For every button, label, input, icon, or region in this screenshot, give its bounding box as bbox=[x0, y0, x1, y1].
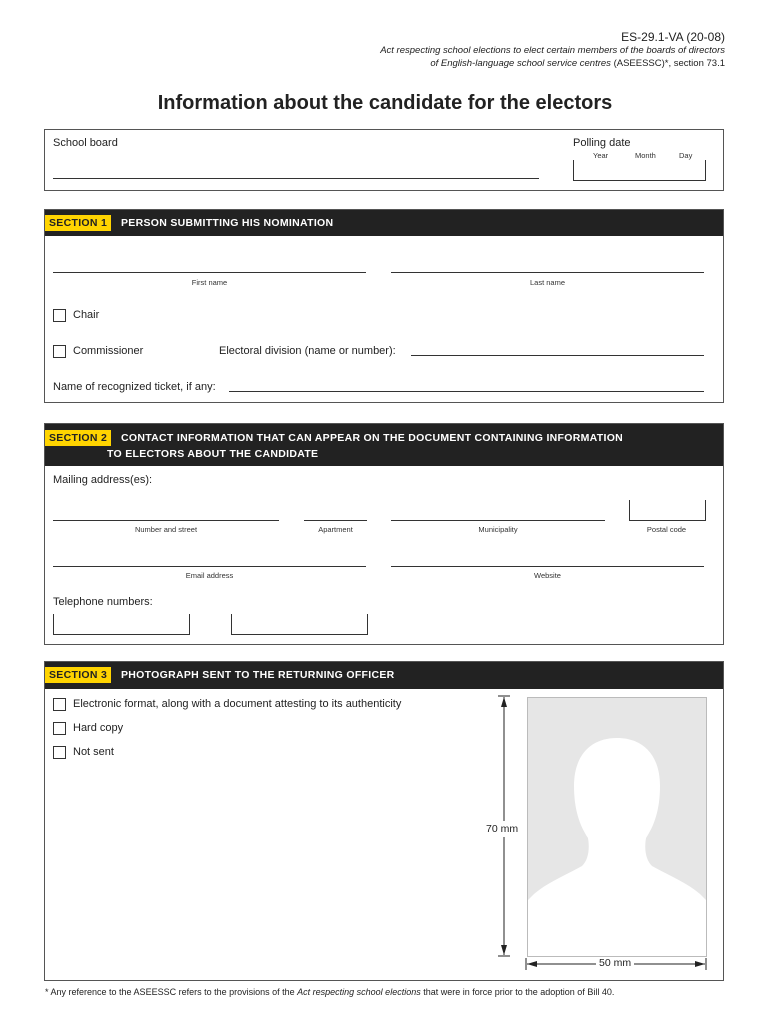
chair-label: Chair bbox=[73, 309, 100, 321]
apartment-label: Apartment bbox=[318, 525, 353, 534]
ticket-label: Name of recognized ticket, if any: bbox=[53, 381, 216, 393]
day-label: Day bbox=[679, 151, 693, 160]
section-3-header bbox=[45, 662, 723, 689]
street-field[interactable] bbox=[53, 520, 279, 521]
head-silhouette-icon bbox=[528, 698, 706, 956]
section-1-tag: SECTION 1 bbox=[45, 215, 111, 231]
hard-copy-label: Hard copy bbox=[73, 722, 124, 734]
electronic-format-label: Electronic format, along with a document attesting to its authenticity bbox=[73, 698, 402, 710]
act-line-2-rest: (ASEESSC)*, section 73.1 bbox=[610, 58, 725, 69]
page-title: Information about the candidate for the electors bbox=[157, 92, 613, 114]
last-name-label: Last name bbox=[529, 278, 566, 287]
section-2-title-line-1: CONTACT INFORMATION THAT CAN APPEAR ON THE DOCUMENT CONTAINING INFORMATION bbox=[121, 432, 624, 444]
act-reference bbox=[380, 44, 725, 70]
footnote bbox=[45, 987, 614, 997]
electronic-format-checkbox[interactable] bbox=[53, 698, 66, 711]
street-label: Number and street bbox=[134, 525, 198, 534]
polling-date-field[interactable] bbox=[573, 160, 706, 181]
electoral-division-field[interactable] bbox=[411, 355, 704, 356]
first-name-field[interactable] bbox=[53, 272, 366, 273]
apartment-field[interactable] bbox=[304, 520, 367, 521]
section-2 bbox=[44, 423, 724, 645]
section-3-tag: SECTION 3 bbox=[45, 667, 111, 683]
school-board-label: School board bbox=[53, 137, 118, 149]
section-1-header bbox=[45, 210, 723, 236]
mailing-address-label: Mailing address(es): bbox=[53, 474, 153, 486]
first-name-label: First name bbox=[191, 278, 228, 287]
website-label: Website bbox=[534, 571, 561, 580]
footnote-suffix: that were in force prior to the adoption of Bill 40. bbox=[420, 987, 615, 997]
footnote-prefix: * Any reference to the ASEESSC refers to the provisions of the bbox=[45, 987, 298, 997]
electoral-division-label: Electoral division (name or number): bbox=[219, 345, 396, 357]
section-2-tag: SECTION 2 bbox=[45, 430, 111, 446]
height-label: 70 mm bbox=[486, 823, 519, 835]
not-sent-checkbox[interactable] bbox=[53, 746, 66, 759]
municipality-label: Municipality bbox=[478, 525, 518, 534]
municipality-field[interactable] bbox=[391, 520, 605, 521]
footnote-italic: Act respecting school elections bbox=[297, 987, 421, 997]
email-field[interactable] bbox=[53, 566, 366, 567]
section-1-title: PERSON SUBMITTING HIS NOMINATION bbox=[121, 217, 334, 229]
year-label: Year bbox=[593, 151, 609, 160]
form-code: ES-29.1-VA (20-08) bbox=[621, 30, 725, 44]
postal-code-label: Postal code bbox=[646, 525, 687, 534]
commissioner-label: Commissioner bbox=[73, 345, 144, 357]
month-label: Month bbox=[635, 151, 656, 160]
ticket-field[interactable] bbox=[229, 391, 704, 392]
photo-placeholder bbox=[527, 697, 707, 957]
act-line-2-italic: of English-language school service centres bbox=[430, 58, 611, 69]
hard-copy-checkbox[interactable] bbox=[53, 722, 66, 735]
telephone-label: Telephone numbers: bbox=[53, 596, 153, 608]
postal-code-field[interactable] bbox=[629, 500, 706, 521]
email-label: Email address bbox=[185, 571, 234, 580]
section-3-title: PHOTOGRAPH SENT TO THE RETURNING OFFICER bbox=[121, 669, 395, 681]
section-1 bbox=[44, 209, 724, 403]
act-line-2 bbox=[380, 57, 725, 70]
chair-checkbox[interactable] bbox=[53, 309, 66, 322]
school-board-field[interactable] bbox=[53, 178, 539, 179]
act-line-1: Act respecting school elections to elect certain members of the boards of directors bbox=[380, 45, 725, 56]
not-sent-label: Not sent bbox=[73, 746, 114, 758]
website-field[interactable] bbox=[391, 566, 704, 567]
polling-date-label: Polling date bbox=[573, 137, 631, 149]
commissioner-checkbox[interactable] bbox=[53, 345, 66, 358]
last-name-field[interactable] bbox=[391, 272, 704, 273]
telephone-field-2[interactable] bbox=[231, 614, 368, 635]
section-2-title-line-2: TO ELECTORS ABOUT THE CANDIDATE bbox=[107, 448, 319, 460]
section-2-header bbox=[45, 424, 723, 466]
width-label: 50 mm bbox=[596, 957, 634, 969]
telephone-field-1[interactable] bbox=[53, 614, 190, 635]
school-board-box bbox=[44, 129, 724, 191]
